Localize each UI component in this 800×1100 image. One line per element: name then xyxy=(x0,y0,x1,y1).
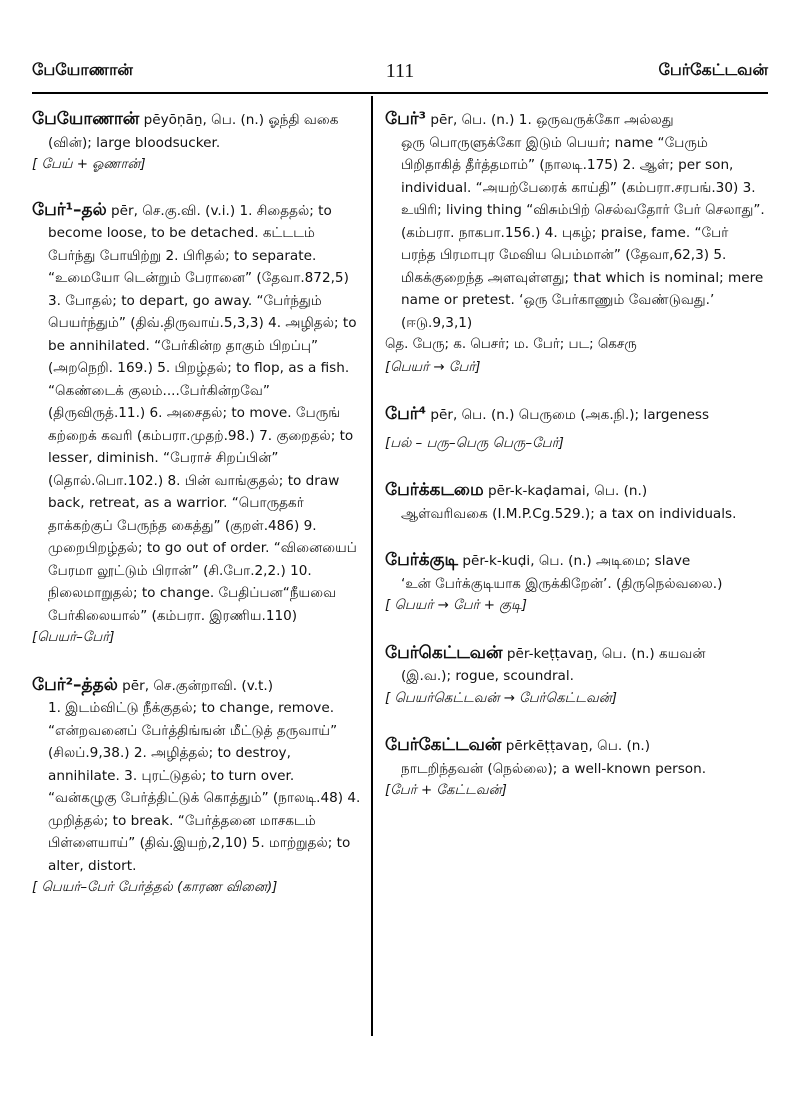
entry-headword: பேர்கெட்டவன் xyxy=(385,642,503,663)
dictionary-entry xyxy=(385,403,765,455)
entry-lead: pēr, செ.குன்றாவி. (v.t.) xyxy=(117,677,273,694)
entry-etymology: [ பெயர்–பேர் பேர்த்தல் (காரண வினை)] xyxy=(32,880,278,895)
entry-definition: 1. இடம்விட்டு நீக்குதல்; to change, remove. “என்றவனைப் பேர்த்திங்ஙன் மீட்டுத் தருவாய்” (சிலப்.9,38.) 2. அழித்தல்; to destroy, annihilate. 3. புரட்டுதல்; to turn over. “வன்கழுகு பேர்த்திட்டுக் கொத்தும்” (நாலடி.48) 4. முறித்தல்; to break. “பேர்த்தனை மாசகடம் பிள்ளையாய்” (திவ்.இயற்,2,10) 5. மாற்றுதல்; to alter, distort. xyxy=(48,700,361,874)
entry-headword: பேயோணான் xyxy=(32,109,140,129)
entry-headword: பேர்³ xyxy=(385,109,427,129)
entry-lead: pērkēṭṭavaṉ, பெ. (n.) xyxy=(501,738,651,754)
entry-lead: pēr-k-kaḍamai, பெ. (n.) xyxy=(483,483,648,499)
entry-etymology: [பல் – பரு–பெரு பெரு–பேர்] xyxy=(385,435,564,451)
entry-definition: ஒரு பொருளுக்கோ இடும் பெயர்; name “பேரும் பிறிதாகித் தீர்த்தமாம்” (நாலடி.175) 2. ஆள்; per son, individual. “அயற்பேரைக் காய்தி” (கம்பரா.சரபங்.30) 3. உயிரி; living thing “விசும்பிற் செல்வதோர் பேர் செலாது”. (கம்பரா. நாகபா.156.) 4. புகழ்; praise, fame. “பேர் பரந்த பிரமாபுர மேவிய பெம்மான்” (தேவா,62,3) 5. மிகக்குறைந்த அளவுள்ளது; that which is nominal; mere name or pretest. ‘ஒரு பேர்காணும் வேண்டுவது.’ (ஈடு.9,3,1) xyxy=(401,134,765,331)
entry-definition: ஆள்வரிவகை (I.M.P.Cg.529.); a tax on individuals. xyxy=(401,505,737,522)
entry-etymology: [பேர் + கேட்டவன்] xyxy=(385,783,507,798)
entry-etymology: [ பெயர் → பேர் + குடி] xyxy=(385,598,527,613)
entry-definition: become loose, to be detached. கட்டடம் பேர்ந்து போயிற்று 2. பிரிதல்; to separate. “உமையோ டென்றும் பேரானை” (தேவா.872,5) 3. போதல்; to depart, go away. “பேர்ந்தும் பெயர்ந்தும்” (திவ்.திருவாய்.5,3,3) 4. அழிதல்; to be annihilated. “பேர்கின்ற தாகும் பிறப்பு” (அறநெறி. 169.) 5. பிறழ்தல்; to flop, as a fish. “கெண்டைக் குலம்....பேர்கின்றவே” (திருவிருத்.11.) 6. அசைதல்; to move. பேருங் கற்றைக் கவரி (கம்பரா.முதற்.98.) 7. குறைதல்; to lesser, diminish. “பேராச் சிறப்பின்” (தொல்.பொ.102.) 8. பின் வாங்குதல்; to draw back, retreat, as a warrior. “பொருதகர் தாக்கற்குப் பேருந்த கைத்து” (குறள்.486) 9. முறைபிறழ்தல்; to go out of order. “வினையைப் பேரமா லூட்டும் பிரான்” (சி.போ.2,2.) 10. நிலைமாறுதல்; to change. பேதிப்பன“நீயவை பேர்கிலையால்” (கம்பரா. இரணிய.110) xyxy=(48,225,357,624)
header-rule xyxy=(32,92,768,94)
dictionary-entry xyxy=(32,199,365,650)
right-column xyxy=(385,108,765,823)
dictionary-entry xyxy=(385,479,765,525)
entry-cognates: தெ. பேரு; க. பெசர்; ம. பேர்; பட; கெசரு xyxy=(385,337,637,352)
dictionary-entry xyxy=(385,642,765,711)
entry-etymology: [பெயர் → பேர்] xyxy=(385,359,481,375)
dictionary-entry xyxy=(385,108,765,379)
entry-definition: ‘உன் பேர்க்குடியாக இருக்கிறேன்’. (திருநெல்வலை.) xyxy=(401,575,723,592)
entry-headword: பேர்க்குடி xyxy=(385,550,459,570)
page-number: 111 xyxy=(385,60,415,82)
entry-definition: (இ.வ.); rogue, scoundral. xyxy=(401,668,574,684)
column-divider xyxy=(371,96,373,1036)
entry-lead: pēr-keṭṭavaṉ, பெ. (n.) கயவன் xyxy=(502,645,706,662)
entry-lead: pēr, செ.கு.வி. (v.i.) 1. சிதைதல்; to xyxy=(106,202,332,219)
dictionary-entry xyxy=(32,674,365,900)
entry-headword: பேர்⁴ xyxy=(385,404,427,424)
entry-headword: பேர்²–த்தல் xyxy=(32,674,118,695)
entry-headword: பேர்கேட்டவன் xyxy=(385,735,502,755)
entry-etymology: [பெயர்–பேர்] xyxy=(32,630,115,645)
entry-headword: பேர்க்கடமை xyxy=(385,480,484,500)
header-last-word: பேர்கேட்டவன் xyxy=(658,60,768,79)
entry-etymology: [ பேய் + ஓணான்] xyxy=(32,157,146,172)
entry-lead: pēr-k-kuḍi, பெ. (n.) அடிமை; slave xyxy=(458,553,691,569)
entry-etymology: [ பெயர்கெட்டவன் → பேர்கெட்டவன்] xyxy=(385,690,617,706)
entry-headword: பேர்¹–தல் xyxy=(32,199,107,220)
dictionary-entry xyxy=(385,549,765,618)
entry-lead: pēr, பெ. (n.) 1. ஒருவருக்கோ அல்லது xyxy=(426,112,674,128)
dictionary-entry xyxy=(32,108,365,177)
header-first-word: பேயோணான் xyxy=(32,60,133,79)
page-header xyxy=(32,60,768,90)
entry-definition: நாடறிந்தவன் (நெல்லை); a well-known person. xyxy=(401,760,707,777)
left-column xyxy=(32,108,365,920)
dictionary-entry xyxy=(385,734,765,803)
entry-definition: (வின்); large bloodsucker. xyxy=(48,134,221,151)
entry-lead: pēr, பெ. (n.) பெருமை (அக.நி.); largeness xyxy=(426,407,710,423)
entry-lead: pēyōṇāṉ, பெ. (n.) ஓந்தி வகை xyxy=(139,112,339,128)
